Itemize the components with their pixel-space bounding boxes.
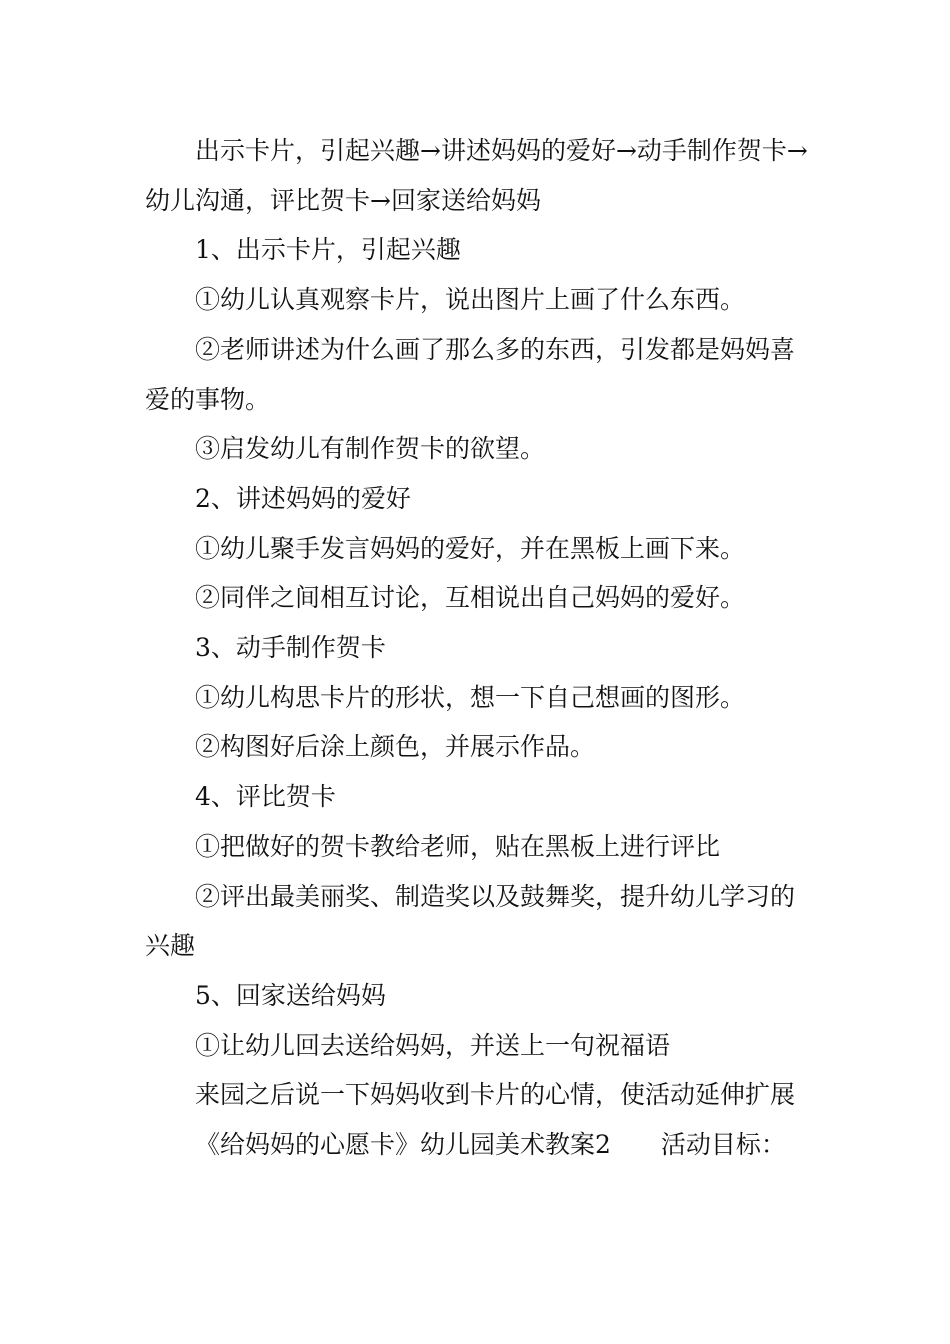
paragraph-step: ①幼儿认真观察卡片，说出图片上画了什么东西。 xyxy=(195,285,746,315)
section-heading-5: 5、回家送给妈妈 xyxy=(195,980,386,1010)
section-heading-2: 2、讲述妈妈的爱好 xyxy=(195,483,411,513)
next-lesson-line xyxy=(145,1120,815,1170)
paragraph-step: ③启发幼儿有制作贺卡的欲望。 xyxy=(195,434,546,464)
paragraph-step: ①把做好的贺卡教给老师，贴在黑板上进行评比 xyxy=(195,831,721,861)
paragraph-step: ①让幼儿回去送给妈妈，并送上一句祝福语 xyxy=(195,1030,671,1060)
paragraph-step: ②同伴之间相互讨论，互相说出自己妈妈的爱好。 xyxy=(195,583,746,613)
paragraph-step: ②老师讲述为什么画了那么多的东西，引发都是妈妈喜爱的事物。 xyxy=(145,334,796,414)
paragraph-step: ①幼儿构思卡片的形状，想一下自己想画的图形。 xyxy=(195,682,746,712)
paragraph-step: ②构图好后涂上颜色，并展示作品。 xyxy=(195,732,596,762)
paragraph-flow: 出示卡片，引起兴趣→讲述妈妈的爱好→动手制作贺卡→幼儿沟通，评比贺卡→回家送给妈妈 xyxy=(145,136,808,215)
document-body xyxy=(145,126,815,1170)
section-heading-4: 4、评比贺卡 xyxy=(195,782,336,812)
section-heading-1: 1、出示卡片，引起兴趣 xyxy=(195,235,461,265)
paragraph-step: ②评出最美丽奖、制造奖以及鼓舞奖，提升幼儿学习的兴趣 xyxy=(145,881,796,961)
paragraph-step: ①幼儿聚手发言妈妈的爱好，并在黑板上画下来。 xyxy=(195,533,746,563)
paragraph-closing: 来园之后说一下妈妈收到卡片的心情，使活动延伸扩展 xyxy=(195,1080,796,1110)
lesson-title: 《给妈妈的心愿卡》幼儿园美术教案2 xyxy=(195,1130,611,1160)
section-label: 活动目标： xyxy=(660,1130,786,1160)
section-heading-3: 3、动手制作贺卡 xyxy=(195,633,386,663)
